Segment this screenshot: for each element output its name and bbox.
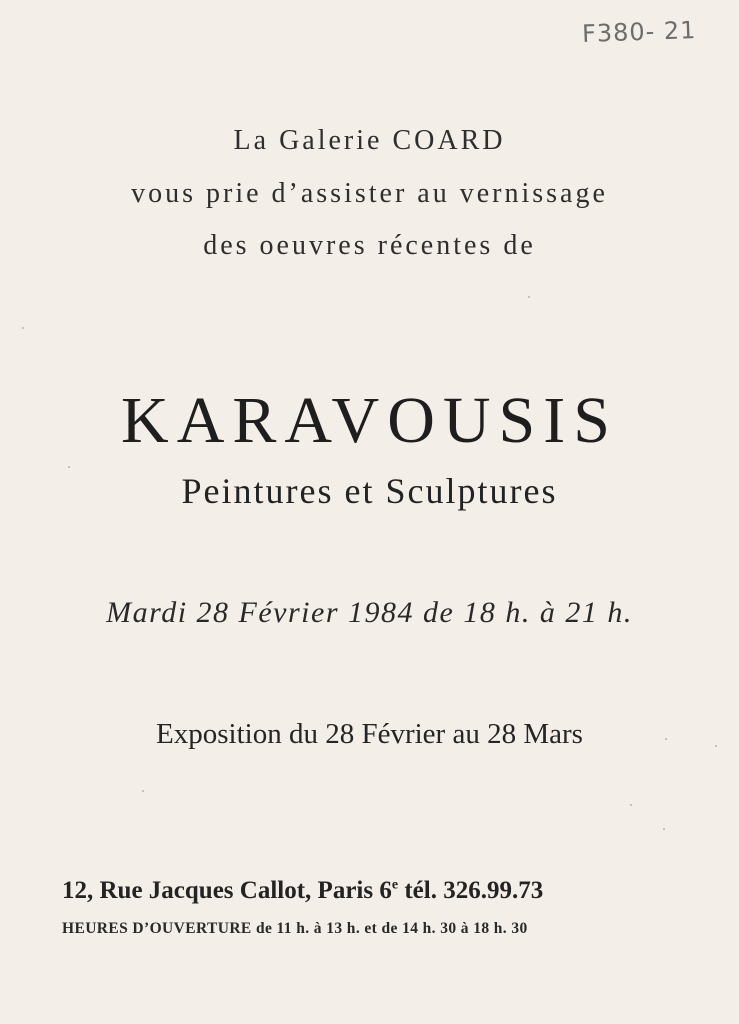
- paper-speck: [665, 738, 667, 740]
- invitation-line: vous prie d’assister au vernissage: [131, 178, 608, 209]
- opening-date: Mardi 28 Février 1984 de 18 h. à 21 h.: [106, 596, 633, 629]
- works-line: des oeuvres récentes de: [203, 230, 536, 261]
- address-street: 12, Rue Jacques Callot, Paris 6: [62, 877, 392, 904]
- exhibition-dates: Exposition du 28 Février au 28 Mars: [156, 718, 583, 750]
- address-phone: tél. 326.99.73: [398, 877, 544, 904]
- paper-speck: [22, 327, 24, 329]
- gallery-line: La Galerie COARD: [233, 125, 506, 156]
- exhibition-subtitle: Peintures et Sculptures: [181, 471, 558, 511]
- artist-name: KARAVOUSIS: [121, 384, 618, 457]
- paper-speck: [68, 466, 70, 468]
- paper-speck: [663, 828, 665, 830]
- paper-speck: [715, 745, 717, 747]
- paper-speck: [142, 790, 144, 792]
- address-arrondissement-suffix: e: [391, 877, 399, 893]
- archive-reference-handwritten: F380- 21: [581, 16, 697, 48]
- gallery-address: [62, 877, 543, 905]
- paper-speck: [630, 804, 632, 806]
- opening-hours: HEURES D’OUVERTURE de 11 h. à 13 h. et de 14 h. 30 à 18 h. 30: [62, 920, 528, 937]
- paper-speck: [528, 296, 530, 298]
